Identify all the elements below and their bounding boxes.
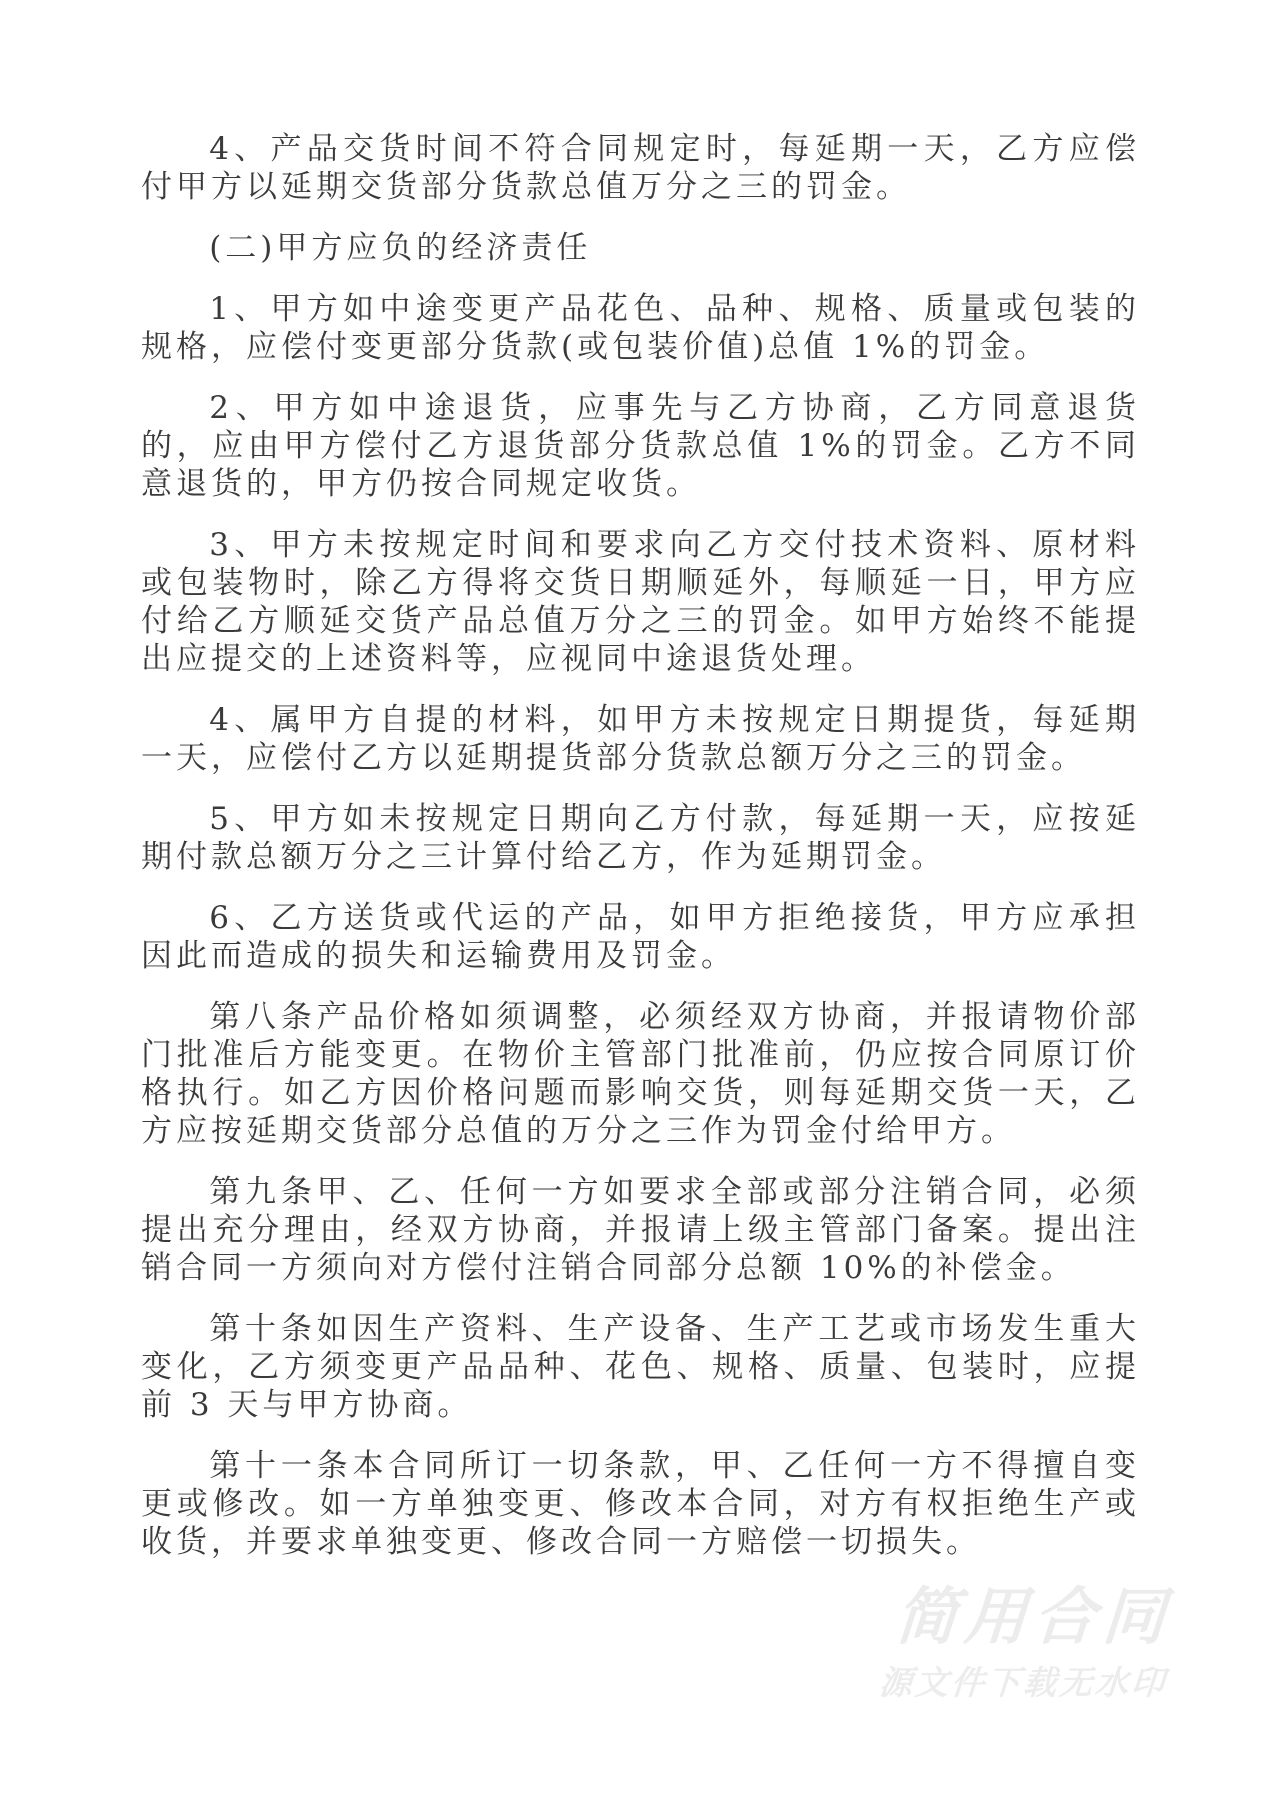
contract-paragraph: 6、乙方送货或代运的产品，如甲方拒绝接货，甲方应承担因此而造成的损失和运输费用及罚金。 xyxy=(141,900,1140,974)
contract-paragraph: 4、属甲方自提的材料，如甲方未按规定日期提货，每延期一天，应偿付乙方以延期提货部分货款总额万分之三的罚金。 xyxy=(141,702,1140,776)
contract-body xyxy=(141,130,1140,1584)
contract-paragraph: 1、甲方如中途变更产品花色、品种、规格、质量或包装的规格，应偿付变更部分货款(或包装价值)总值 1%的罚金。 xyxy=(141,291,1140,365)
contract-paragraph: 2、甲方如中途退货，应事先与乙方协商，乙方同意退货的，应由甲方偿付乙方退货部分货款总值 1%的罚金。乙方不同意退货的，甲方仍按合同规定收货。 xyxy=(141,390,1140,502)
section-heading: (二)甲方应负的经济责任 xyxy=(209,230,592,266)
contract-paragraph: 3、甲方未按规定时间和要求向乙方交付技术资料、原材料或包装物时，除乙方得将交货日期顺延外，每顺延一日，甲方应付给乙方顺延交货产品总值万分之三的罚金。如甲方始终不能提出应提交的上述资料等，应视同中途退货处理。 xyxy=(141,527,1140,677)
contract-paragraph: 4、产品交货时间不符合同规定时，每延期一天，乙方应偿付甲方以延期交货部分货款总值万分之三的罚金。 xyxy=(141,131,1140,205)
contract-paragraph: 第九条甲、乙、任何一方如要求全部或部分注销合同，必须提出充分理由，经双方协商，并报请上级主管部门备案。提出注销合同一方须向对方偿付注销合同部分总额 10%的补偿金。 xyxy=(141,1174,1140,1286)
watermark-title: 简用合同 xyxy=(893,1580,1175,1653)
watermark xyxy=(877,1580,1175,1702)
contract-paragraph: 第十一条本合同所订一切条款，甲、乙任何一方不得擅自变更或修改。如一方单独变更、修改本合同，对方有权拒绝生产或收货，并要求单独变更、修改合同一方赔偿一切损失。 xyxy=(141,1448,1140,1560)
contract-paragraph: 第十条如因生产资料、生产设备、生产工艺或市场发生重大变化，乙方须变更产品品种、花色、规格、质量、包装时，应提前 3 天与甲方协商。 xyxy=(141,1311,1140,1423)
watermark-subtitle: 源文件下载无水印 xyxy=(877,1663,1169,1702)
contract-paragraph: 第八条产品价格如须调整，必须经双方协商，并报请物价部门批准后方能变更。在物价主管部门批准前，仍应按合同原订价格执行。如乙方因价格问题而影响交货，则每延期交货一天，乙方应按延期交货部分总值的万分之三作为罚金付给甲方。 xyxy=(141,999,1140,1149)
contract-paragraph: 5、甲方如未按规定日期向乙方付款，每延期一天，应按延期付款总额万分之三计算付给乙方，作为延期罚金。 xyxy=(141,801,1140,875)
